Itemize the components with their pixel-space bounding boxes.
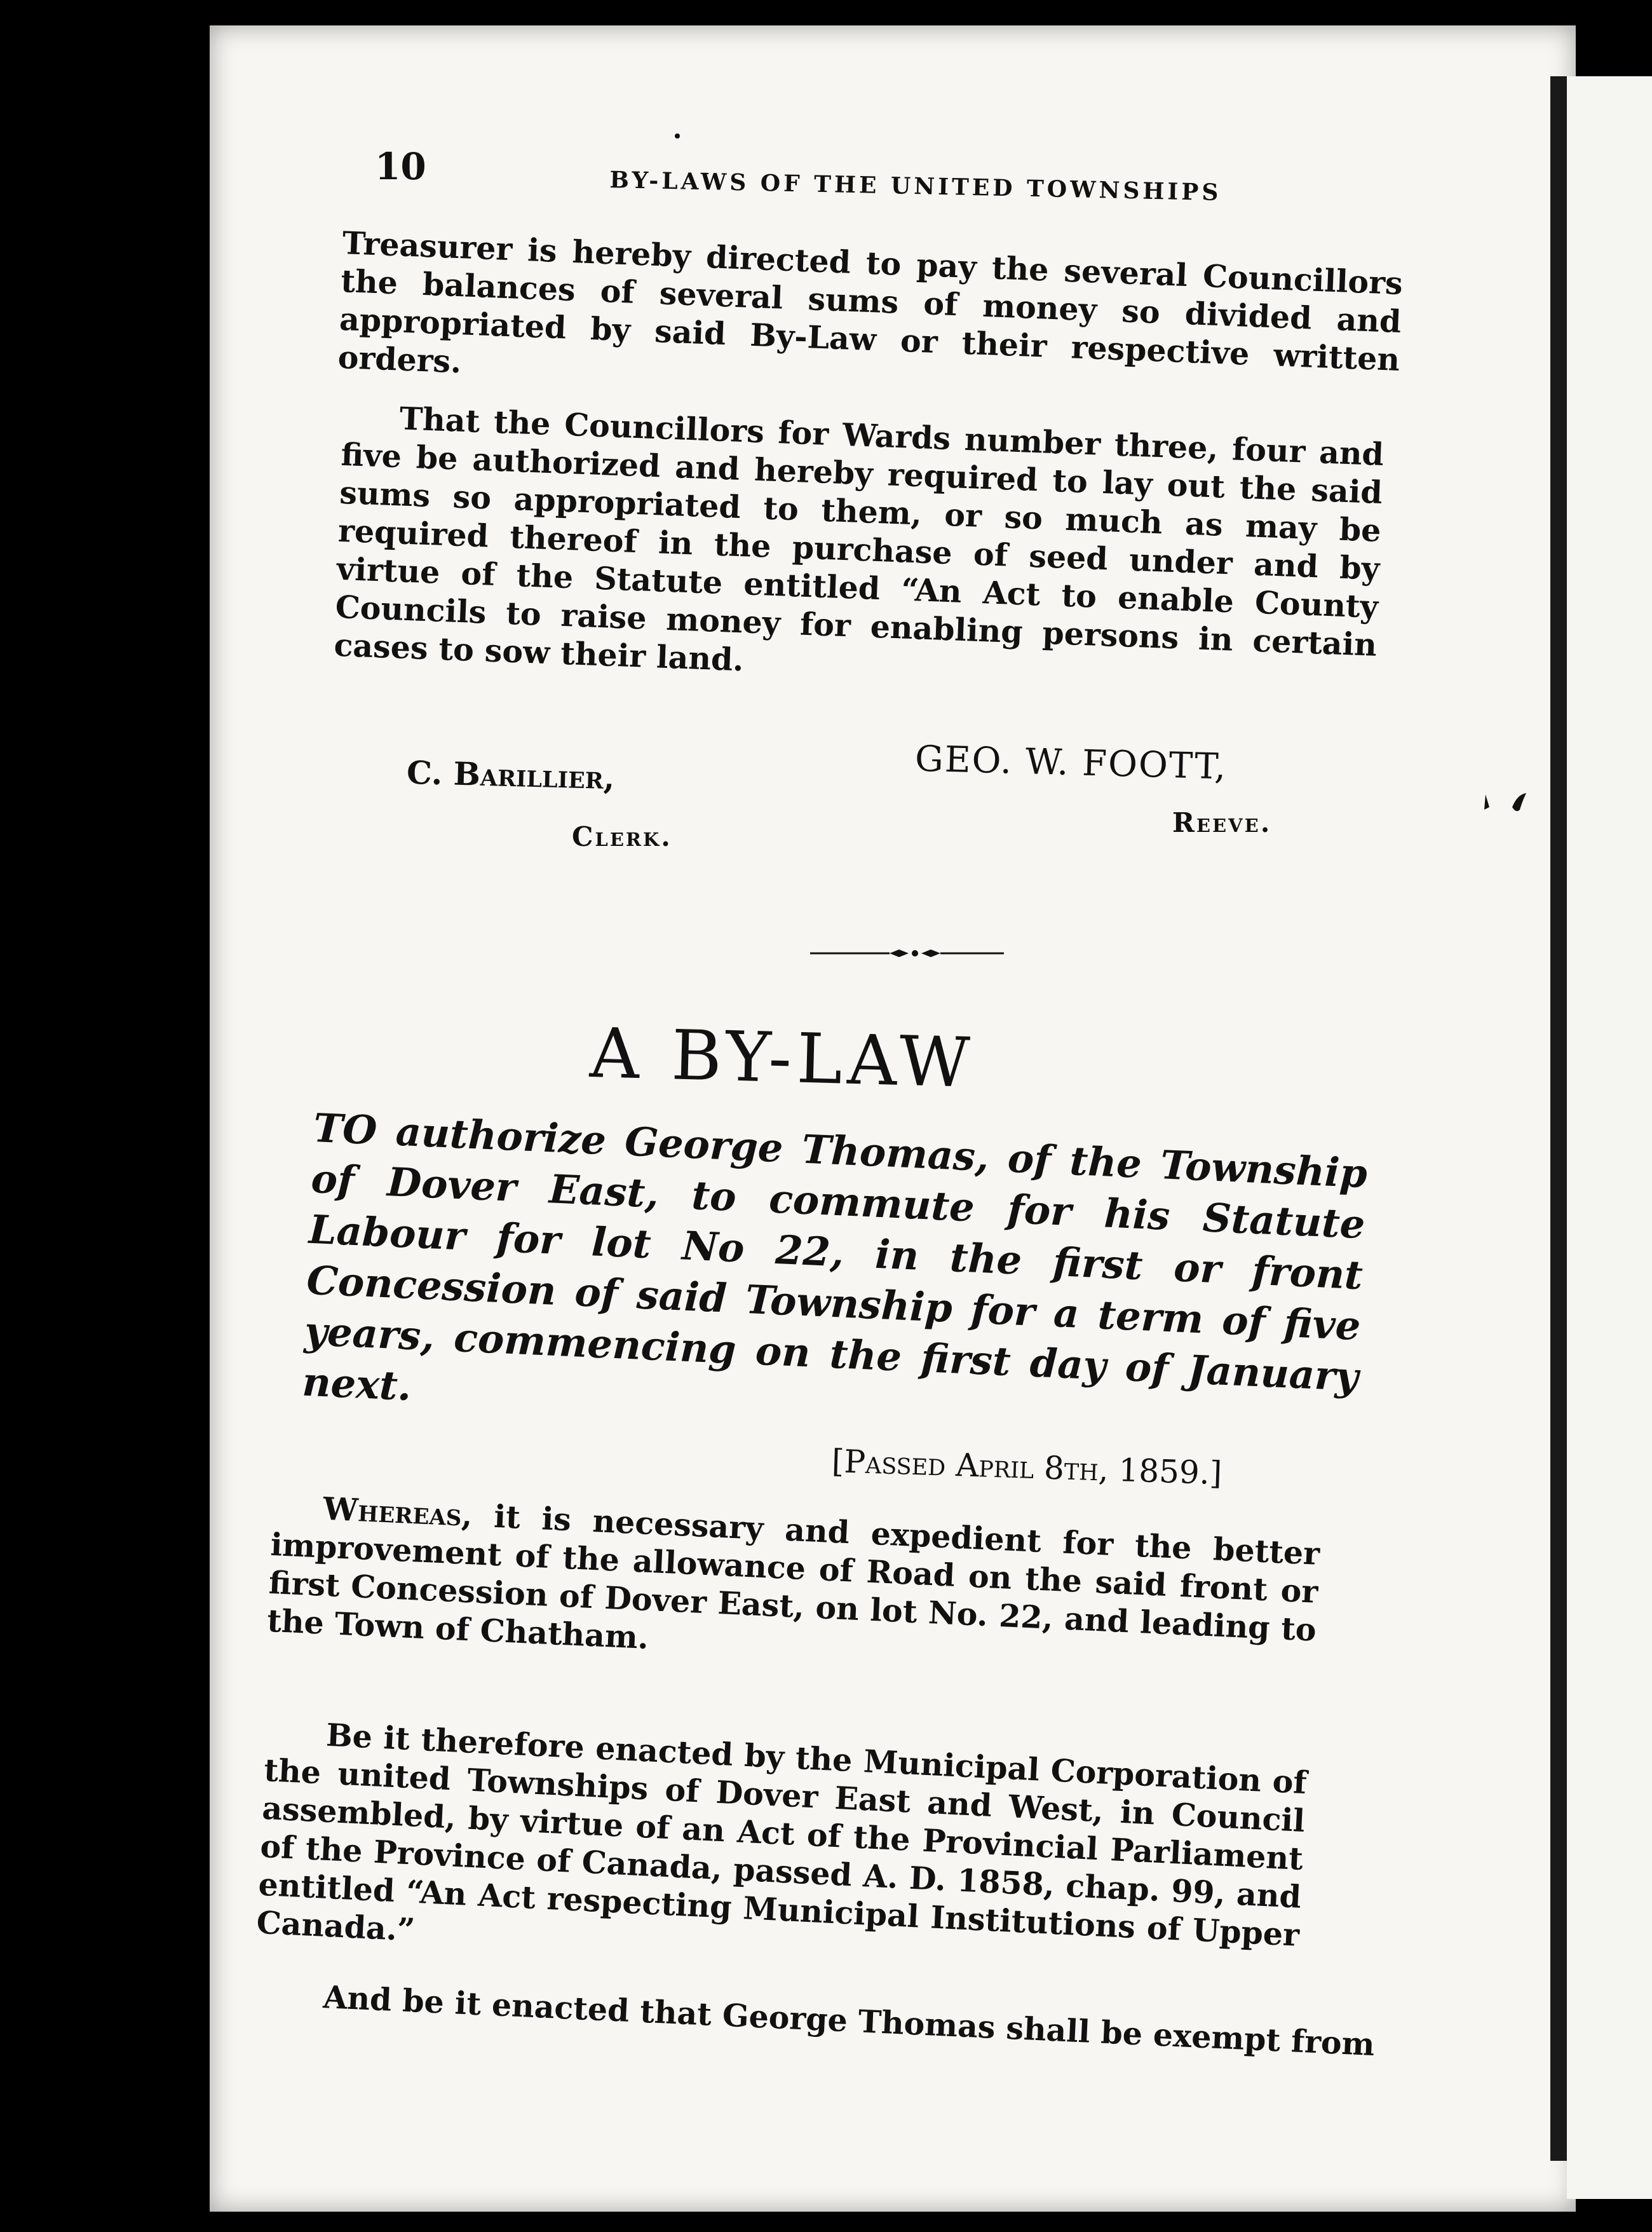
ornamental-divider — [810, 947, 1004, 960]
reeve-title: Reeve. — [1172, 807, 1272, 838]
whereas-text: it is necessary and expedient for the better improvement of the allowance of Road on the said front or first Concession of Dover East, on lot No. 22, and leading to the Town of Chatham. — [266, 1497, 1321, 1657]
bylaw-subtitle: TO authorize George Thomas, of the Township of Dover East, to commute for his Statute Labour for lot No 22, in the first or front Concession of said Township for a term of five years, commencing on the first day of January next. — [301, 1104, 1369, 1410]
ink-blot-mark — [1480, 782, 1531, 820]
enacted-paragraph: Be it therefore enacted by the Municipal Corporation of the united Townships of Dover East and West, in Council assembled, by virtue of an Act of the Provincial Parliament of the Province of Canada, passed A. D. 1858, chap. 99, and entitled “An Act respecting Municipal Institutions of Upper Canada.” — [255, 1716, 1308, 1954]
reeve-name: GEO. W. FOOTT, — [914, 738, 1228, 788]
clerk-name: C. Barillier, — [406, 753, 616, 797]
running-head: BY-LAWS OF THE UNITED TOWNSHIPS — [609, 167, 1222, 207]
page-number: 10 — [375, 145, 426, 188]
passed-date: [Passed April 8th, 1859.] — [831, 1443, 1223, 1492]
adjacent-page-strip — [1567, 76, 1652, 2199]
bylaw-heading: A BY-LAW — [588, 1014, 976, 1103]
continuation-paragraph-2: That the Councillors for Wards number three, four and five be authorized and hereby required to lay out the said sums so appropriated to them, or so much as may be required thereof in the purchase of seed under and by virtue of the Statute entitled “An Act to enable County Councils to raise money for enabling persons in certain cases to sow their land. — [333, 400, 1385, 679]
final-line: And be it enacted that George Thomas shall be exempt from — [322, 1978, 1376, 2064]
continuation-paragraph-1: Treasurer is hereby directed to pay the several Councillors the balances of several sums of money so divided and appropriated by said By-Law or their respective written orders. — [337, 224, 1404, 381]
page-edge-shadow — [1550, 76, 1567, 2161]
ink-speck — [675, 133, 680, 139]
clerk-title: Clerk. — [572, 821, 672, 852]
whereas-lead: Whereas, — [322, 1490, 473, 1534]
